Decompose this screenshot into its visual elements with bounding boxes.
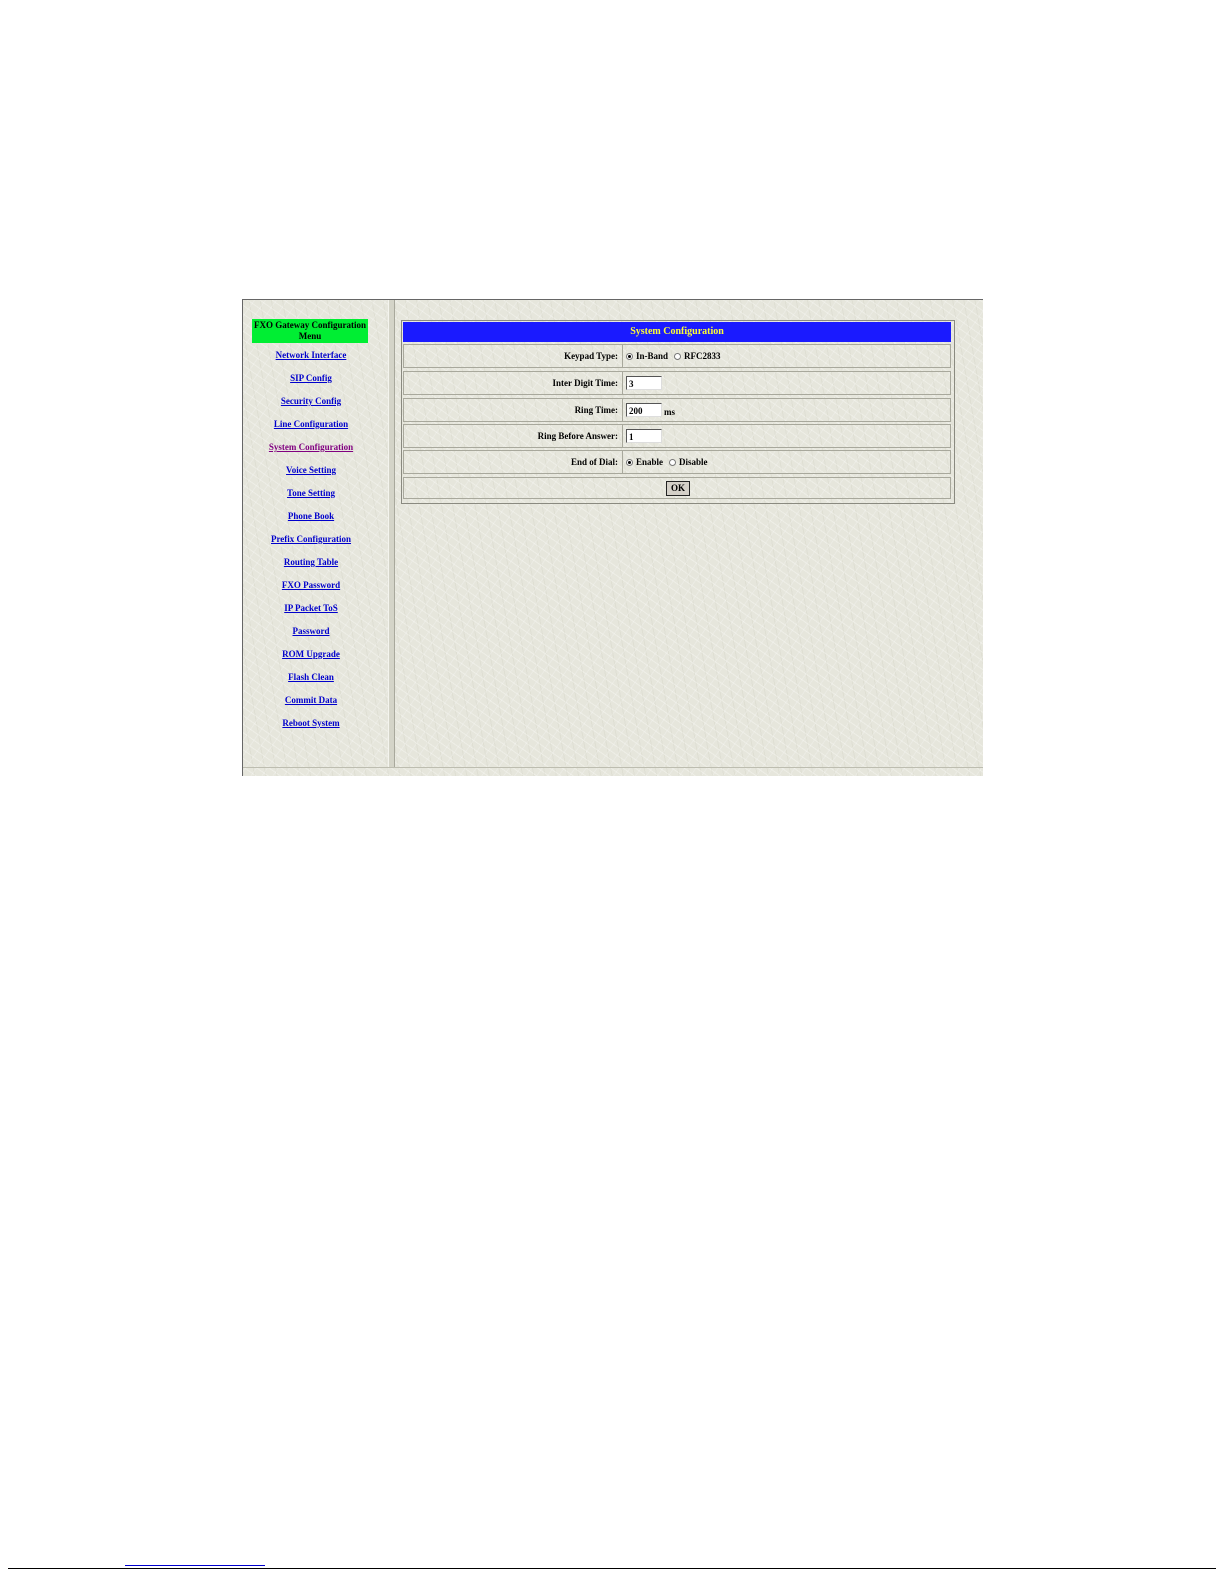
nav-password[interactable]: Password: [292, 626, 330, 636]
keypad-inband-radio[interactable]: [626, 353, 633, 360]
keypad-type-row: [403, 344, 951, 368]
nav-rom-upgrade[interactable]: ROM Upgrade: [282, 649, 340, 659]
inter-digit-time-field: [626, 372, 662, 394]
ring-time-unit: ms: [664, 407, 675, 417]
end-of-dial-disable-radio[interactable]: [669, 459, 676, 466]
submit-row: [403, 477, 951, 499]
nav-sip-config[interactable]: SIP Config: [290, 373, 332, 383]
left-menu-frame: [243, 300, 388, 776]
footnote-separator: [125, 1565, 265, 1566]
ring-before-answer-row: [403, 424, 951, 448]
keypad-type-field: [626, 345, 727, 367]
keypad-inband-label: In-Band: [636, 351, 669, 361]
nav-ip-packet-tos[interactable]: IP Packet ToS: [284, 603, 338, 613]
keypad-rfc2833-radio[interactable]: [674, 353, 681, 360]
ring-time-input[interactable]: 200: [626, 403, 662, 417]
ring-time-row: [403, 398, 951, 422]
end-of-dial-disable-label: Disable: [679, 457, 708, 467]
end-of-dial-label: End of Dial:: [404, 451, 623, 473]
nav-system-configuration[interactable]: System Configuration: [268, 442, 354, 452]
end-of-dial-field: [626, 451, 714, 473]
ring-before-answer-field: [626, 425, 662, 447]
nav-prefix-configuration[interactable]: Prefix Configuration: [270, 534, 352, 544]
ring-before-answer-input[interactable]: 1: [626, 429, 662, 443]
nav-phone-book[interactable]: Phone Book: [287, 511, 335, 521]
end-of-dial-enable-label: Enable: [636, 457, 664, 467]
browser-screenshot: [242, 299, 983, 776]
nav-security-config[interactable]: Security Config: [280, 396, 342, 406]
nav-voice-setting[interactable]: Voice Setting: [286, 465, 336, 475]
keypad-type-label: Keypad Type:: [404, 345, 623, 367]
ring-time-label: Ring Time:: [404, 399, 623, 421]
nav-reboot-system[interactable]: Reboot System: [282, 718, 340, 728]
end-of-dial-enable-radio[interactable]: [626, 459, 633, 466]
frame-divider[interactable]: [388, 300, 395, 767]
nav-routing-table[interactable]: Routing Table: [283, 557, 339, 567]
nav-line-configuration[interactable]: Line Configuration: [273, 419, 349, 429]
ring-before-answer-label: Ring Before Answer:: [404, 425, 623, 447]
keypad-rfc2833-label: RFC2833: [684, 351, 721, 361]
inter-digit-time-input[interactable]: 3: [626, 376, 662, 390]
inter-digit-time-row: [403, 371, 951, 395]
nav-fxo-password[interactable]: FXO Password: [281, 580, 341, 590]
panel-title: System Configuration: [403, 322, 951, 342]
nav-network-interface[interactable]: Network Interface: [275, 350, 347, 360]
ok-button[interactable]: OK: [666, 481, 690, 496]
menu-title: FXO Gateway Configuration Menu: [254, 320, 366, 341]
inter-digit-time-label: Inter Digit Time:: [404, 372, 623, 394]
ring-time-field: [626, 399, 675, 421]
page-footer-rule: [8, 1568, 1216, 1569]
system-configuration-panel: [401, 320, 955, 504]
nav-tone-setting[interactable]: Tone Setting: [287, 488, 335, 498]
nav-commit-data[interactable]: Commit Data: [284, 695, 338, 705]
nav-flash-clean[interactable]: Flash Clean: [288, 672, 334, 682]
end-of-dial-row: [403, 450, 951, 474]
